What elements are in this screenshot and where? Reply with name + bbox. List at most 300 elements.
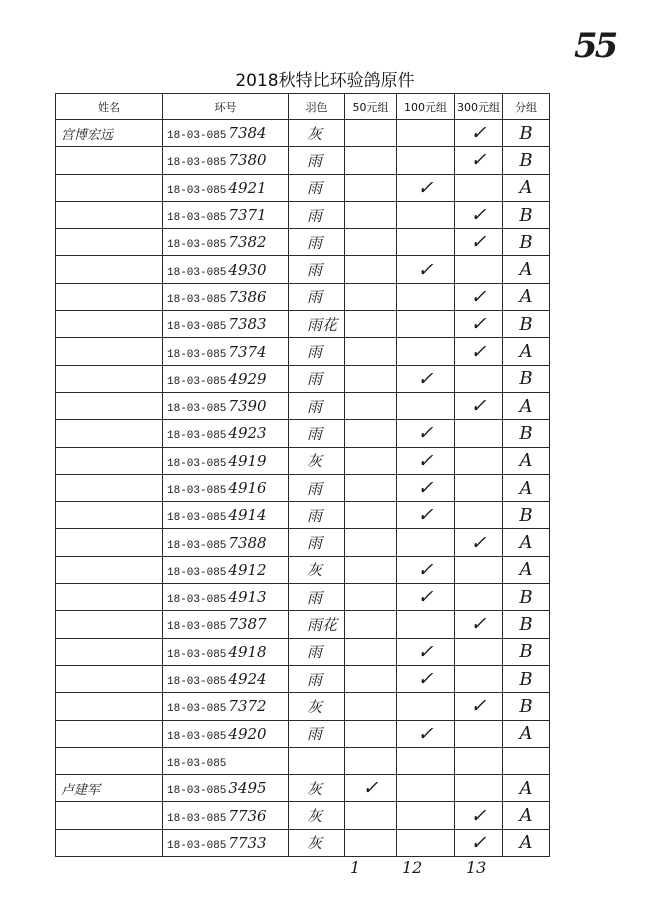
cell-group-300 [455,829,503,856]
table-row [56,365,550,392]
color-handwriting: 雨 [307,179,323,198]
division-handwriting: B [519,613,533,635]
cell-ring [163,665,289,692]
check-mark: ✓ [417,640,434,663]
cell-division [503,665,550,692]
cell-division [503,256,550,283]
pigeon-table [55,93,550,857]
cell-color [289,502,345,529]
color-handwriting: 雨 [307,397,323,416]
division-handwriting: B [519,313,533,335]
footer-count-50: 1 [350,858,361,877]
color-handwriting: 雨 [307,233,323,252]
cell-name [56,174,163,201]
cell-name [56,447,163,474]
table-row [56,775,550,802]
table-row [56,665,550,692]
color-handwriting: 雨花 [307,615,338,634]
cell-name [56,201,163,228]
cell-color [289,229,345,256]
cell-group-50 [345,229,397,256]
cell-color [289,174,345,201]
division-handwriting: A [519,832,533,854]
ring-prefix: 18-03-085 [167,239,227,252]
cell-division [503,392,550,419]
color-handwriting: 灰 [307,561,323,580]
cell-group-100 [397,611,455,638]
cell-division [503,584,550,611]
cell-division [503,775,550,802]
header-division: 分组 [503,94,550,120]
table-row [56,120,550,147]
name-handwriting: 宫博宏远 [61,127,114,143]
cell-group-300 [455,174,503,201]
ring-prefix: 18-03-085 [167,485,227,497]
cell-color [289,720,345,747]
check-mark: ✓ [417,586,434,609]
cell-group-100 [397,665,455,692]
cell-ring [163,802,289,829]
cell-group-50 [345,529,397,556]
cell-ring [163,611,289,638]
color-handwriting: 灰 [307,807,323,826]
cell-group-50 [345,556,397,583]
cell-name [56,120,163,147]
color-handwriting: 灰 [307,779,323,798]
division-handwriting: B [519,586,533,608]
cell-name [56,256,163,283]
cell-color [289,447,345,474]
cell-ring [163,229,289,256]
ring-prefix: 18-03-085 [167,757,227,770]
division-handwriting: A [519,723,533,745]
cell-group-50 [345,392,397,419]
cell-group-50 [345,775,397,802]
cell-color [289,365,345,392]
cell-name [56,829,163,856]
cell-group-100 [397,638,455,665]
ring-prefix: 18-03-085 [167,293,227,306]
cell-group-300 [455,556,503,583]
color-handwriting: 灰 [307,834,323,853]
color-handwriting: 雨 [307,670,323,689]
check-mark: ✓ [470,285,487,308]
division-handwriting: A [519,559,533,581]
cell-group-50 [345,120,397,147]
cell-name [56,611,163,638]
cell-group-100 [397,283,455,310]
cell-name [56,338,163,365]
cell-name [56,502,163,529]
cell-name [56,693,163,720]
cell-group-50 [345,256,397,283]
cell-group-300 [455,802,503,829]
division-handwriting: B [519,641,533,663]
check-mark: ✓ [470,204,487,227]
cell-name [56,665,163,692]
table-row [56,720,550,747]
cell-group-100 [397,529,455,556]
cell-name [56,747,163,774]
ring-prefix: 18-03-085 [167,648,227,661]
ring-handwriting: 7374 [228,342,267,361]
ring-prefix: 18-03-085 [167,676,227,689]
cell-group-300 [455,338,503,365]
cell-group-300 [455,584,503,611]
cell-ring [163,502,289,529]
ring-prefix: 18-03-085 [167,539,227,552]
cell-color [289,775,345,802]
cell-group-300 [455,201,503,228]
table-row [56,611,550,638]
cell-color [289,311,345,338]
cell-color [289,665,345,692]
name-handwriting: 卢建军 [61,782,101,798]
cell-ring [163,556,289,583]
ring-handwriting: 4929 [228,369,267,388]
cell-ring [163,474,289,501]
cell-group-100 [397,747,455,774]
cell-group-50 [345,365,397,392]
cell-group-100 [397,229,455,256]
table-row [56,584,550,611]
ring-handwriting: 7390 [228,397,267,416]
color-handwriting: 雨 [307,725,323,744]
cell-division [503,693,550,720]
ring-handwriting: 7383 [228,315,267,334]
cell-group-100 [397,147,455,174]
cell-division [503,447,550,474]
cell-group-300 [455,256,503,283]
ring-handwriting: 4923 [228,424,267,443]
cell-name [56,365,163,392]
check-mark: ✓ [417,449,434,472]
cell-group-50 [345,747,397,774]
color-handwriting: 雨 [307,370,323,389]
check-mark: ✓ [417,668,434,691]
cell-group-50 [345,420,397,447]
table-body [56,120,550,857]
table-row [56,556,550,583]
check-mark: ✓ [417,722,434,745]
check-mark: ✓ [470,613,487,636]
check-mark: ✓ [417,558,434,581]
division-handwriting: A [519,341,533,363]
cell-ring [163,829,289,856]
ring-prefix: 18-03-085 [167,157,227,170]
ring-handwriting: 7387 [228,615,267,634]
ring-handwriting: 7386 [228,287,267,306]
cell-group-100 [397,447,455,474]
cell-group-50 [345,174,397,201]
check-mark: ✓ [417,367,434,390]
cell-ring [163,311,289,338]
color-handwriting: 灰 [307,697,323,716]
division-handwriting: A [519,805,533,827]
cell-color [289,338,345,365]
cell-group-100 [397,420,455,447]
cell-ring [163,720,289,747]
check-mark: ✓ [470,340,487,363]
cell-group-100 [397,720,455,747]
cell-group-50 [345,147,397,174]
header-group-50: 50元组 [345,94,397,120]
cell-group-50 [345,201,397,228]
cell-ring [163,365,289,392]
cell-group-300 [455,775,503,802]
cell-group-100 [397,829,455,856]
cell-ring [163,392,289,419]
table-row [56,420,550,447]
header-ring: 环号 [163,94,289,120]
cell-division [503,638,550,665]
ring-handwriting: 7388 [228,533,267,552]
cell-group-100 [397,474,455,501]
ring-prefix: 18-03-085 [167,703,227,716]
cell-color [289,529,345,556]
check-mark: ✓ [470,804,487,827]
cell-ring [163,693,289,720]
cell-ring [163,338,289,365]
header-name: 姓名 [56,94,163,120]
cell-group-50 [345,584,397,611]
cell-ring [163,147,289,174]
check-mark: ✓ [470,313,487,336]
cell-division [503,720,550,747]
table-row [56,338,550,365]
cell-group-300 [455,502,503,529]
cell-name [56,311,163,338]
cell-group-50 [345,693,397,720]
cell-ring [163,584,289,611]
cell-color [289,802,345,829]
cell-name [56,420,163,447]
ring-prefix: 18-03-085 [167,621,227,634]
cell-group-50 [345,338,397,365]
ring-handwriting: 3495 [228,779,267,798]
ring-prefix: 18-03-085 [167,403,227,416]
cell-group-300 [455,638,503,665]
ring-handwriting: 4913 [228,588,267,607]
division-handwriting: A [519,395,533,417]
color-handwriting: 雨 [307,479,323,498]
cell-ring [163,638,289,665]
cell-division [503,529,550,556]
color-handwriting: 雨 [307,534,323,553]
table-row [56,747,550,774]
cell-division [503,747,550,774]
cell-ring [163,120,289,147]
color-handwriting: 灰 [307,452,323,471]
division-handwriting: B [519,231,533,253]
cell-group-300 [455,420,503,447]
cell-color [289,829,345,856]
table-row [56,447,550,474]
ring-prefix: 18-03-085 [167,730,227,743]
cell-division [503,420,550,447]
division-handwriting: A [519,477,533,499]
ring-handwriting: 7371 [228,206,267,225]
check-mark: ✓ [417,258,434,281]
ring-handwriting: 4916 [228,479,267,497]
cell-name [56,775,163,802]
check-mark: ✓ [362,777,379,800]
division-handwriting: B [519,204,533,226]
cell-name [56,147,163,174]
table-row [56,474,550,501]
ring-handwriting: 7382 [228,233,267,252]
ring-handwriting: 4930 [228,260,267,279]
cell-group-300 [455,747,503,774]
ring-prefix: 18-03-085 [167,184,227,197]
color-handwriting: 雨 [307,588,323,607]
cell-name [56,802,163,829]
cell-ring [163,256,289,283]
cell-group-100 [397,365,455,392]
cell-color [289,638,345,665]
ring-prefix: 18-03-085 [167,321,227,334]
cell-group-300 [455,529,503,556]
division-handwriting: A [519,177,533,199]
division-handwriting: B [519,122,533,144]
cell-division [503,802,550,829]
cell-division [503,283,550,310]
ring-handwriting: 7384 [228,124,267,143]
cell-name [56,474,163,501]
cell-division [503,311,550,338]
cell-group-300 [455,720,503,747]
table-row [56,174,550,201]
table-header-row [56,94,550,120]
page-number: 55 [574,26,616,66]
cell-division [503,229,550,256]
color-handwriting: 雨 [307,288,323,307]
cell-group-300 [455,229,503,256]
table-row [56,256,550,283]
check-mark: ✓ [417,422,434,445]
table-row [56,392,550,419]
cell-group-50 [345,474,397,501]
cell-ring [163,447,289,474]
check-mark: ✓ [470,831,487,854]
cell-group-100 [397,120,455,147]
cell-group-100 [397,584,455,611]
cell-color [289,120,345,147]
cell-group-50 [345,502,397,529]
cell-group-50 [345,638,397,665]
ring-handwriting: 7380 [228,151,267,170]
color-handwriting: 雨 [307,343,323,362]
cell-color [289,256,345,283]
ring-handwriting: 7736 [228,806,267,825]
check-mark: ✓ [417,504,434,527]
cell-color [289,420,345,447]
cell-group-100 [397,174,455,201]
cell-group-300 [455,147,503,174]
cell-group-300 [455,120,503,147]
check-mark: ✓ [470,531,487,554]
ring-prefix: 18-03-085 [167,566,227,579]
division-handwriting: A [519,777,533,799]
cell-division [503,474,550,501]
cell-group-100 [397,256,455,283]
ring-prefix: 18-03-085 [167,785,227,798]
ring-handwriting: 7372 [228,697,267,716]
cell-color [289,283,345,310]
table-row [56,529,550,556]
ring-handwriting: 4924 [228,670,267,689]
table-row [56,201,550,228]
division-handwriting: B [519,368,533,390]
cell-group-300 [455,365,503,392]
cell-group-100 [397,802,455,829]
ring-prefix: 18-03-085 [167,375,227,388]
table-row [56,638,550,665]
cell-division [503,365,550,392]
color-handwriting: 雨 [307,151,323,170]
ring-prefix: 18-03-085 [167,266,227,279]
cell-name [56,529,163,556]
cell-group-100 [397,502,455,529]
color-handwriting: 雨 [307,506,323,525]
cell-ring [163,420,289,447]
table-row [56,229,550,256]
cell-group-50 [345,283,397,310]
cell-group-50 [345,447,397,474]
check-mark: ✓ [417,176,434,199]
color-handwriting: 雨 [307,206,323,225]
check-mark: ✓ [470,122,487,145]
cell-color [289,693,345,720]
cell-division [503,201,550,228]
cell-color [289,611,345,638]
ring-prefix: 18-03-085 [167,839,227,852]
cell-division [503,829,550,856]
ring-prefix: 18-03-085 [167,812,227,825]
table-row [56,283,550,310]
document-title: 2018秋特比环验鸽原件 [235,71,415,91]
ring-handwriting: 4914 [228,506,267,525]
check-mark: ✓ [470,231,487,254]
table-row [56,829,550,856]
cell-name [56,638,163,665]
division-handwriting: B [519,668,533,690]
table-row [56,693,550,720]
division-handwriting: B [519,695,533,717]
cell-name [56,392,163,419]
ring-handwriting: 4920 [228,724,267,743]
cell-group-100 [397,311,455,338]
cell-group-100 [397,693,455,720]
division-handwriting: B [519,422,533,444]
cell-ring [163,747,289,774]
header-group-300: 300元组 [455,94,503,120]
cell-ring [163,283,289,310]
cell-group-100 [397,556,455,583]
footer-count-300: 13 [466,858,487,877]
cell-ring [163,775,289,802]
cell-division [503,338,550,365]
cell-color [289,584,345,611]
header-color: 羽色 [289,94,345,120]
color-handwriting: 雨 [307,424,323,443]
table-row [56,147,550,174]
cell-group-100 [397,338,455,365]
cell-group-100 [397,775,455,802]
division-handwriting: B [519,149,533,171]
cell-group-300 [455,447,503,474]
footer-count-100: 12 [402,858,423,877]
